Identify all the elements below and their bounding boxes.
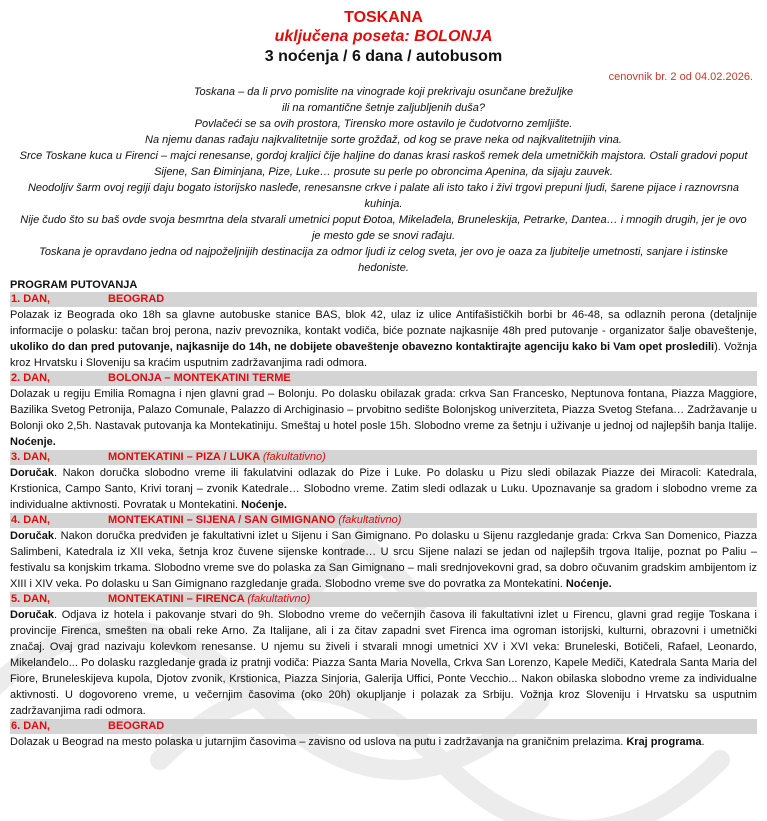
day-description	[10, 607, 757, 719]
day-route: MONTEKATINI – PIZA / LUKA	[108, 451, 263, 463]
day-description	[10, 386, 757, 450]
day-number: 6. DAN,	[11, 720, 51, 732]
day-title	[108, 719, 164, 734]
day-title	[108, 450, 326, 465]
pricelist-reference: cenovnik br. 2 od 04.02.2026.	[608, 71, 753, 83]
day-number: 2. DAN,	[11, 372, 51, 384]
emphasized-text: Doručak	[10, 609, 55, 621]
optional-note: (fakultativno)	[262, 451, 326, 463]
description-text: . Nakon doručka slobodno vreme ili fakulatvini odlazak do Pize i Luke. Po dolasku u Pizu sledi obilazak Piazze dei Miracoli: Katedrala, Krstionica, Campo Santo, Krivi toranj – zvonik Katedrale… Slobodno vreme. Zatim sledi odlazak u Luku. Upoznavanje sa gradom i slobodno vreme za individualne aktivnosti. Povratak u Montekatini.	[10, 467, 757, 511]
day-route: BOLONJA – MONTEKATINI TERME	[108, 372, 291, 384]
day-title	[108, 371, 291, 386]
destination-title: TOSKANA	[344, 9, 423, 26]
description-text: Polazak iz Beograda oko 18h sa glavne autobuske stanice BAS, blok 42, ulaz iz ulice Antifašističkih borbi br 46-48, sa odlaznih perona (detaljnije informacije o polasku: tačan broj perona, naziv prevoznika, kontakt vodiča, biće poznate najkasnije 48h pred putovanje - organizator šalje obaveštenje,	[10, 309, 757, 337]
intro-line: Neodoljiv šarm ovoj regiji daju bogato istorijsko nasleđe, renesansne crkve i palate ali isto tako i živi trgovi prepuni ljudi, šarene pijace i raznovrsna kuhinja.	[27, 182, 740, 210]
day-number: 1. DAN,	[11, 293, 51, 305]
description-text: . Nakon doručka predviđen je fakultativni izlet u Sijenu i San Gimignano. Po dolasku u Sijenu razgledanje grada: Crkva San Domenico, Piazza Salimbeni, Katedrala iz XII veka, šetnja kroz čuvene sijenske kontrade… U srcu Sijene nalazi se jedan od najlepših trgova Italije, poznat po Paliu – festivalu sa konjskim trkama. Slobodno vreme sve do polaska za San Gimignano – mali srednjovekovni grad, sa dobro očuvanim gradskim ambijentom iz XIII i XIV veka. Po dolasku u San Gimignano razgledanje grada. Slobodno vreme sve do povratka za Montekatini.	[10, 530, 757, 590]
intro-line: Srce Toskane kuca u Firenci – majci renesanse, gordoj kraljici čije haljine do danas krasi raskoš remek dela umetničkih majstora. Ostali gradovi poput Sijene, San Điminjana, Pize, Luke… prosute su perle po obroncima Apenina, da sijaju zauvek.	[19, 150, 748, 178]
trip-duration: 3 noćenja / 6 dana / autobusom	[264, 48, 503, 65]
day-route: BEOGRAD	[108, 720, 165, 732]
optional-note: (fakultativno)	[247, 593, 311, 605]
emphasized-text: Doručak	[10, 530, 55, 542]
emphasized-text: Noćenje.	[565, 578, 612, 590]
description-text: Dolazak u Beograd na mesto polaska u jutarnjim časovima – zavisno od uslova na putu i zadržavanja na graničnim prelazima.	[10, 736, 627, 748]
description-text: Dolazak u regiju Emilia Romagna i njen glavni grad – Bolonju. Po dolasku obilazak grada: crkva San Francesko, Neptunova fontana, Piazza Maggiore, Bazilika Svetog Petronija, Palazo Comunale, Palazzo di Archiginasio – prvobitno sedište Bolonjskog univerziteta, Piazza Svetog Stefana… Zadržavanje u Bolonji oko 2,5h. Nastavak putovanja ka Montekatiniju. Smeštaj u hotel posle 15h. Slobodno vreme za šetnju i uživanje u jednoj od najlepših banja Italije.	[10, 388, 757, 432]
day-number: 5. DAN,	[11, 593, 51, 605]
day-title	[108, 513, 401, 528]
emphasized-text: Noćenje.	[10, 436, 56, 448]
day-route: MONTEKATINI – FIRENCA	[108, 593, 248, 605]
day-description	[10, 528, 757, 592]
day-title	[108, 292, 164, 307]
day-route: MONTEKATINI – SIJENA / SAN GIMIGNANO	[108, 514, 339, 526]
day-number: 4. DAN,	[11, 514, 51, 526]
program-heading: PROGRAM PUTOVANJA	[10, 279, 138, 291]
intro-line: Toskana je opravdano jedna od najpoželjnijih destinacija za odmor ljudi iz celog sveta, jer ovo je oaza za ljubitelje umetnosti, sanjare i istinske hedoniste.	[39, 246, 728, 274]
day-description	[10, 465, 757, 513]
intro-line: Nije čudo što su baš ovde svoja besmrtna dela stvarali umetnici poput Đotoa, Mikelađela, Bruneleskija, Petrarke, Dantea… i mnogih drugih, jer je ovo je mesto gde se snovi rađaju.	[20, 214, 747, 242]
intro-line: Toskana – da li prvo pomislite na vinograde koji prekrivaju osunčane brežuljke	[193, 86, 574, 98]
day-description	[10, 734, 757, 750]
day-description	[10, 307, 757, 371]
day-number: 3. DAN,	[11, 451, 51, 463]
emphasized-text: Doručak	[10, 467, 55, 479]
day-header	[10, 592, 757, 607]
day-header	[10, 513, 757, 528]
day-header	[10, 292, 757, 307]
day-title	[108, 592, 310, 607]
description-text: .	[701, 736, 705, 748]
optional-note: (fakultativno)	[338, 514, 402, 526]
intro-line: Na njemu danas rađaju najkvalitetnije sorte grožđaž, od kog se prave neka od najkvalitetnijih vina.	[145, 134, 622, 146]
day-route: BEOGRAD	[108, 293, 165, 305]
emphasized-text: Noćenje.	[241, 499, 287, 511]
day-header	[10, 371, 757, 386]
day-header	[10, 450, 757, 465]
emphasized-text: Kraj programa	[626, 736, 702, 748]
day-list	[10, 292, 757, 750]
intro-line: Povlačeći se sa ovih prostora, Tirensko more ostavilo je čudotvorno zemljište.	[194, 118, 573, 130]
intro-line: ili na romantične šetnje zaljubljenih duša?	[281, 102, 485, 114]
emphasized-text: ukoliko do dan pred putovanje, najkasnije do 14h, ne dobijete obaveštenje obavezno kontaktirajte agenciju kako bi Vam opet prosledili	[10, 341, 715, 353]
intro-text	[18, 84, 749, 276]
description-text: ). Vožnja kroz Hrvatsku i Sloveniju sa kraćim usputnim zadržavanjima radi odmora.	[10, 341, 757, 369]
day-header	[10, 719, 757, 734]
description-text: . Odjava iz hotela i pakovanje stvari do 9h. Slobodno vreme do večernjih časova ili fakultativni izlet u Firencu, glavni grad regije Toskana i provincije Firenca, smešten na obali reke Arno. Za Italijane, ali i za čitav zapadni svet Firenca ima ogroman istorijski, kulturni, obrazovni i umetnički značaj. Ovaj grad nazivaju kolevkom renesanse. U njemu su živeli i stvarali mnogi umetnici XV i XVI veka: Bruneleski, Botičeli, Rafael, Leonardo, Mikelanđelo... Po dolasku razgledanje grada iz pratnji vodiča: Piazza Santa Maria Novella, Crkva San Lorenzo, Kapele Mediči, Katedrala Santa Maria del Fiore, Bruneleskijeva kupola, Djotov zvonik, Krstionica, Piazza Sinjoria, Galerija Uffici, Ponte Vecchio... Nakon obilaska slobodno vreme za individualne aktivnosti. U dogovoreno vreme, u večernjim časovima (oko 20h) okupljanje i polazak za Srbiju. Vožnja kroz Sloveniju i Hrvatsku sa usputnim zadržavanjima radi odmora.	[10, 609, 757, 717]
included-visit-subtitle: uključena poseta: BOLONJA	[274, 28, 493, 45]
